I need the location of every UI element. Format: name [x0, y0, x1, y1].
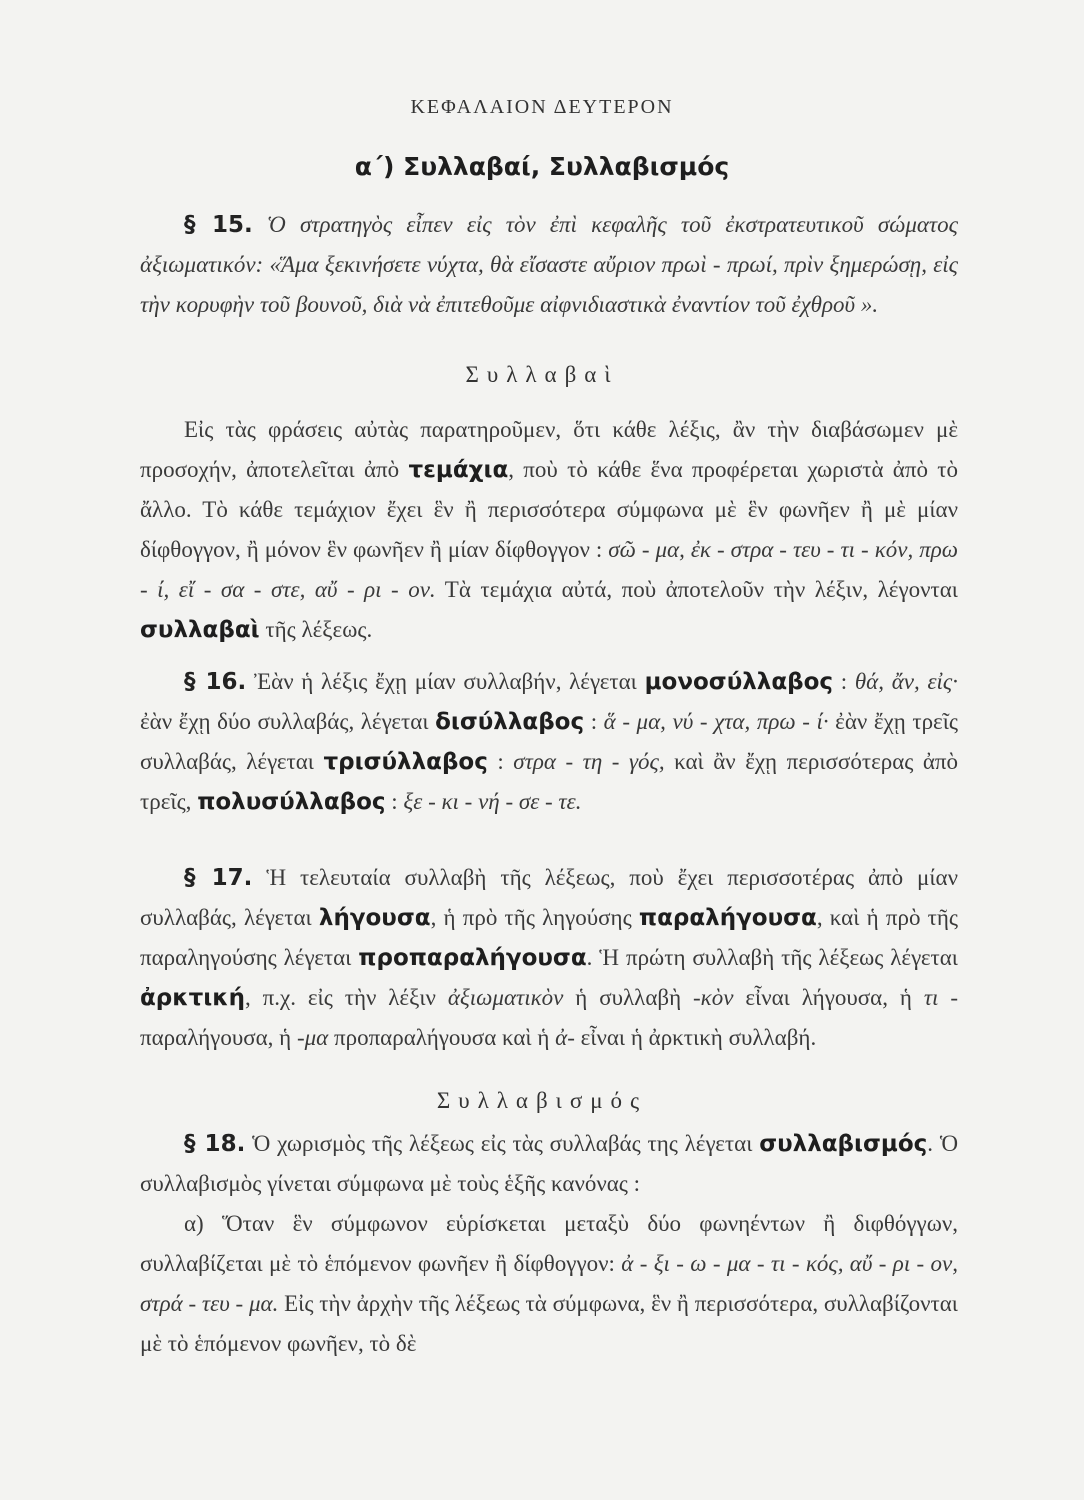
paragraph-number: § 16. [184, 669, 247, 695]
text-run: : [590, 709, 598, 734]
term-bold: συλλαβισμός [759, 1131, 928, 1157]
text-run: . Ἡ πρώτη συλλαβὴ τῆς λέξεως λέγεται [586, 945, 958, 970]
text-run: Εἰς τὰς φράσεις αὐτὰς παρατηροῦμεν, ὅτι κάθε λέξις, ἂν τὴν διαβάσωμεν μὲ προσοχήν, ἀποτελεῖται ἀπὸ [140, 417, 958, 482]
subheading-syllabismos: Συλλαβισμός [436, 1088, 648, 1113]
example-italic: ἀ - ξι - ω - μα - τι - κός, αὔ - ρι - ον, στρά - τευ - μα. [140, 1251, 959, 1316]
text-run: τῆς λέξεως. [265, 617, 373, 642]
example-italic: ἀ- [555, 1025, 575, 1050]
example-italic: θά, ἄν, εἰς· [854, 669, 958, 694]
text-run: . Ὁ συλλαβισμὸς γίνεται σύμφωνα μὲ τοὺς ἑξῆς κανόνας : [140, 1131, 959, 1196]
paragraph-number: § 18. [184, 1131, 246, 1157]
text-run: Ὁ χωρισμὸς τῆς λέξεως εἰς τὰς συλλαβάς της λέγεται [252, 1131, 753, 1156]
example-italic: -κὸν [693, 985, 734, 1010]
term-bold: τρισύλλαβος [323, 749, 488, 775]
text-run: Ἡ τελευταία συλλαβὴ τῆς λέξεως, ποὺ ἔχει περισσοτέρας ἀπὸ μίαν συλλαβάς, λέγεται [140, 865, 959, 930]
text-run: Εἰς τὴν ἀρχὴν τῆς λέξεως τὰ σύμφωνα, ἓν ἢ περισσότερα, συλλαβίζονται μὲ τὸ ἑπόμενον φωνῆεν, τὸ δὲ [140, 1291, 958, 1356]
paragraph-number: § 17. [184, 865, 253, 891]
text-run: εἶναι ἡ ἀρκτικὴ συλλαβή. [580, 1025, 817, 1050]
text-run: , ποὺ τὸ κάθε ἕνα προφέρεται χωριστὰ ἀπὸ τὸ ἄλλο. Τὸ κάθε τεμάχιον ἔχει ἓν ἢ περισσότερα σύμφωνα μὲ ἓν φωνῆεν ἢ μὲ μίαν δίφθογγον, ἢ μόνον ἓν φωνῆεν ἢ μίαν δίφθογγον : [140, 457, 958, 562]
example-italic: σῶ - μα, ἐκ - στρα - τευ - τι - κόν, πρω - ί, εἴ - σα - στε, αὔ - ρι - ον. [140, 537, 959, 602]
text-run: Τὰ τεμάχια αὐτά, ποὺ ἀποτελοῦν τὴν λέξιν, λέγονται [444, 577, 958, 602]
example-italic: τι - [923, 985, 958, 1010]
text-run: ἐὰν ἔχῃ δύο συλλαβάς, λέγεται [140, 709, 429, 734]
term-bold: προπαραλήγουσα [358, 945, 587, 971]
subheading-syllabai: Συλλαβαὶ [465, 362, 619, 387]
paragraph-15 [140, 205, 958, 325]
text-run: , ἡ πρὸ τῆς ληγούσης [430, 905, 632, 930]
section-title: α΄) Συλλαβαί, Συλλαβισμός [354, 152, 730, 181]
text-run: εἶναι λήγουσα, ἡ [745, 985, 912, 1010]
text-run: παραλήγουσα, ἡ [140, 1025, 292, 1050]
text-run: : [497, 749, 504, 774]
text-run: Ἐὰν ἡ λέξις ἔχῃ μίαν συλλαβήν, λέγεται [253, 669, 637, 694]
term-bold: δισύλλαβος [435, 709, 585, 735]
example-italic: στρα - τη - γός, [513, 749, 665, 774]
paragraph-number: § 15. [184, 212, 253, 238]
text-run: α) Ὅταν ἓν σύμφωνον εὑρίσκεται μεταξὺ δύο φωνηέντων ἢ διφθόγγων, συλλαβίζεται μὲ τὸ ἑπόμενον φωνῆεν ἢ δίφθογγον: [140, 1211, 958, 1276]
text-run: , π.χ. εἰς τὴν λέξιν [244, 985, 436, 1010]
term-bold: λήγουσα [318, 905, 431, 931]
term-bold: ἀρκτική [140, 985, 245, 1011]
term-bold: τεμάχια [408, 457, 509, 483]
example-italic: ξε - κι - νή - σε - τε. [403, 789, 582, 814]
text-run: : [840, 669, 848, 694]
paragraph-syllabai [140, 410, 958, 650]
term-bold: παραλήγουσα [638, 905, 817, 931]
text-run: προπαραλήγουσα καὶ ἡ [333, 1025, 550, 1050]
example-italic: ἀξιωματικὸν [447, 985, 564, 1010]
example-italic: ἅ - μα, νύ - χτα, πρω - ί· [603, 709, 829, 734]
example-italic: -μα [296, 1025, 329, 1050]
text-run: καὶ ἂν ἔχῃ περισσότερας ἀπὸ τρεῖς, [140, 749, 959, 814]
paragraph-17 [140, 858, 958, 1058]
text-run: , καὶ ἡ πρὸ τῆς παραληγούσης λέγεται [140, 905, 959, 970]
chapter-heading: ΚΕΦΑΛΑΙΟΝ ΔΕΥΤΕΡΟΝ [410, 96, 674, 118]
term-bold: συλλαβαὶ [140, 617, 260, 643]
term-bold: πολυσύλλαβος [197, 789, 386, 815]
term-bold: μονοσύλλαβος [644, 669, 834, 695]
paragraph-18-rule-a [140, 1204, 958, 1364]
text-run: : [391, 789, 398, 814]
text-run: ἐὰν ἔχῃ τρεῖς συλλαβάς, λέγεται [140, 709, 959, 774]
paragraph-18 [140, 1124, 958, 1204]
text-run: ἡ συλλαβὴ [575, 985, 682, 1010]
paragraph-text: Ὁ στρατηγὸς εἶπεν εἰς τὸν ἐπὶ κεφαλῆς τοῦ ἐκστρατευτικοῦ σώματος ἀξιωματικόν: «Ἅμα ξεκινήσετε νύχτα, θὰ εἴσαστε αὔριον πρωὶ - πρωί, πρὶν ξημερώσῃ, εἰς τὴν κορυφὴν τοῦ βουνοῦ, διὰ νὰ ἐπιτεθοῦμε αἰφνιδιαστικὰ ἐναντίον τοῦ ἐχθροῦ ». [140, 212, 958, 317]
paragraph-16 [140, 662, 958, 822]
